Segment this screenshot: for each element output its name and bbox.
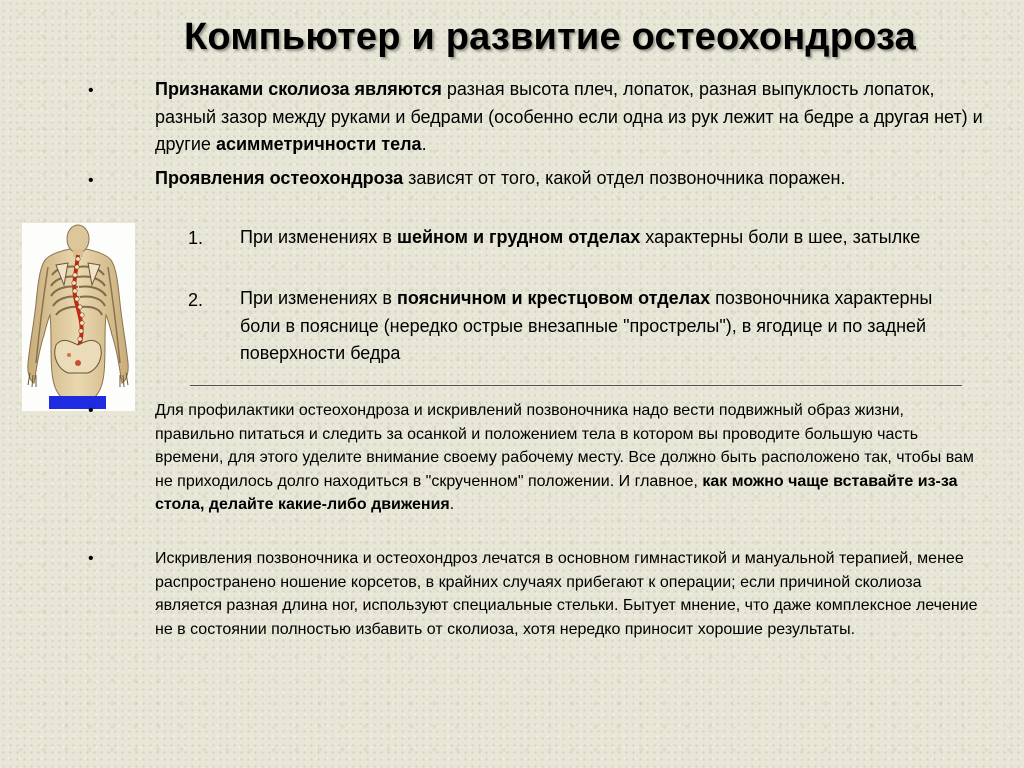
prevention-paragraph xyxy=(155,399,985,517)
cervical-thoracic-term: шейном и грудном отделах xyxy=(396,227,641,247)
list-number: 2. xyxy=(188,290,204,310)
list-item-text: позвоночника характерны боли в пояснице (нередко острые внезапные "прострелы"), в ягодице и по задней поверхности бедра xyxy=(240,288,933,363)
prevention-key-advice: как можно чаще вставайте из-за стола, делайте какие-либо движения xyxy=(155,472,958,513)
blue-bar xyxy=(49,396,106,409)
scoliosis-skeleton-icon xyxy=(22,223,135,411)
bullet-marker: • xyxy=(88,550,94,567)
bullet-marker: • xyxy=(88,172,94,189)
scoliosis-signs-heading: Признаками сколиоза являются xyxy=(155,79,442,99)
skeleton-figure xyxy=(22,223,135,411)
list-item-text: характерны боли в шее, затылке xyxy=(640,227,921,247)
list-item-cervical xyxy=(240,224,970,252)
bullet-marker: • xyxy=(88,402,94,419)
list-item-text: При изменениях в xyxy=(240,288,397,308)
bullet-marker: • xyxy=(88,82,94,99)
list-item-text: При изменениях в xyxy=(240,227,397,247)
lumbar-sacral-term: поясничном и крестцовом отделах xyxy=(396,288,711,308)
osteochondrosis-paragraph xyxy=(155,165,955,193)
prevention-text: Для профилактики остеохондроза и искривлений позвоночника надо вести подвижный образ жизни, правильно питаться и следить за осанкой и положением тела в котором вы проводите большую часть времени, для этого уделите внимание своему рабочему месту. Все должно быть расположено так, чтобы вам не приходилось долго находиться в "скрученном" положении. И главное, xyxy=(155,402,974,490)
prevention-end: . xyxy=(449,496,455,513)
scoliosis-signs-end: . xyxy=(421,134,427,154)
slide-title: Компьютер и развитие остеохондроза xyxy=(184,16,916,58)
separator-line xyxy=(190,385,962,386)
osteochondrosis-heading: Проявления остеохондроза xyxy=(155,168,404,188)
osteochondrosis-text: зависят от того, какой отдел позвоночника поражен. xyxy=(403,168,846,188)
treatment-paragraph: Искривления позвоночника и остеохондроз лечатся в основном гимнастикой и мануальной терапией, менее распространено ношение корсетов, в крайних случаях прибегают к операции; если причиной сколиоза является разная длина ног, используют специальные стельки. Бытует мнение, что даже комплексное лечение не в состоянии полностью избавить от сколиоза, хотя нередко приносит хорошие результаты. xyxy=(155,550,978,638)
scoliosis-signs-paragraph xyxy=(155,76,985,159)
asymmetry-term: асимметричности тела xyxy=(215,134,422,154)
scoliosis-signs-text: разная высота плеч, лопаток, разная выпуклость лопаток, разный зазор между руками и бедрами (особенно если одна из рук лежит на бедре а другая нет) и другие xyxy=(155,79,983,154)
list-item-lumbar xyxy=(240,285,975,368)
list-number: 1. xyxy=(188,228,204,248)
